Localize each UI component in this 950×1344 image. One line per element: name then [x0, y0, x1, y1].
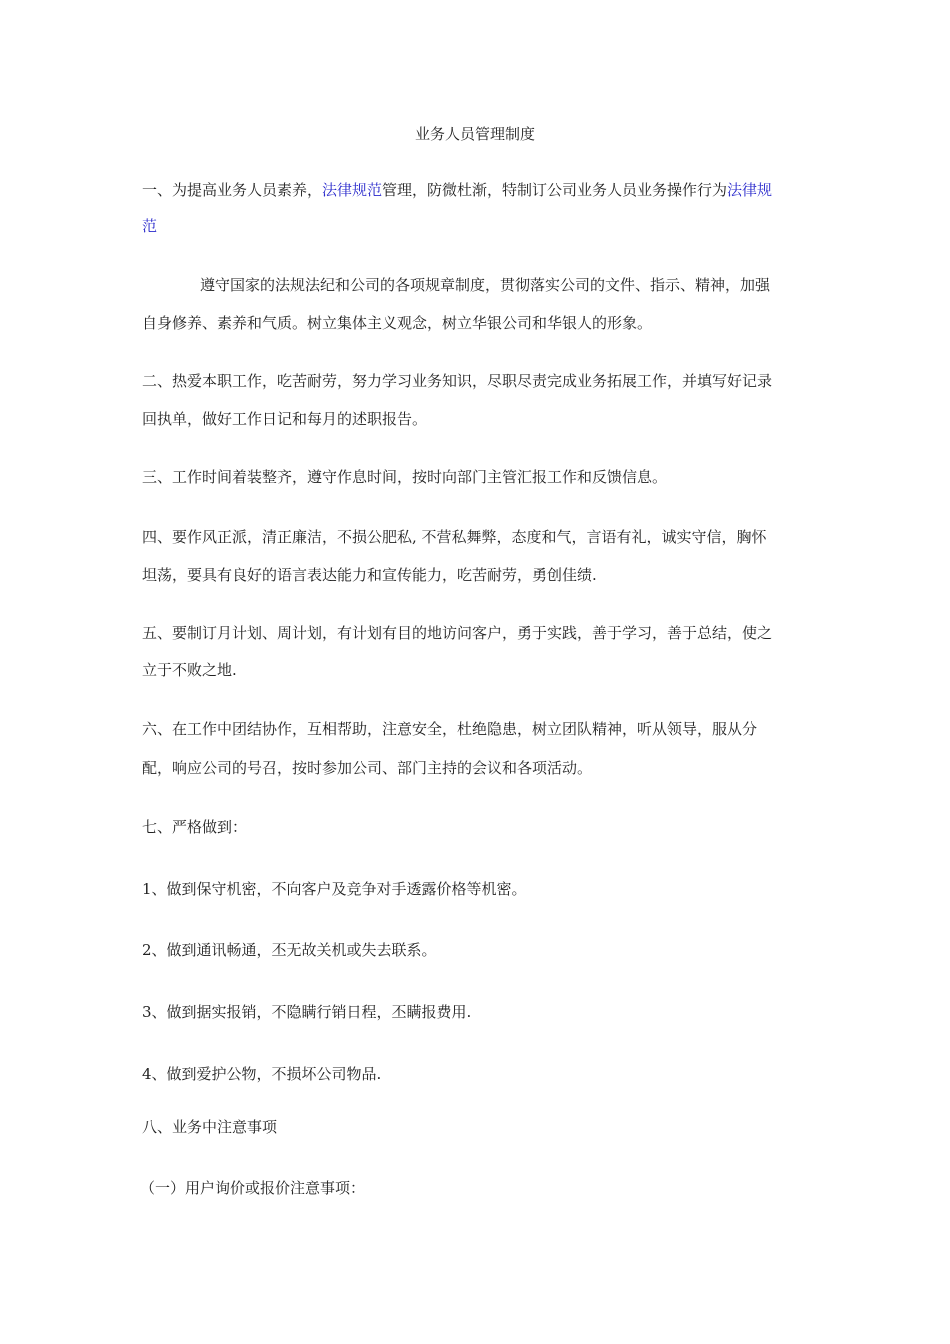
document-title: 业务人员管理制度 — [414, 125, 535, 143]
section-7-heading: 七、严格做到： — [142, 818, 248, 836]
legal-norms-link-1[interactable]: 法律规范 — [322, 181, 383, 199]
paragraph-7-line-1: 六、在工作中团结协作，互相帮助，注意安全，杜绝隐患，树立团队精神，听从领导，服从分 — [142, 720, 758, 738]
paragraph-5-line-1: 四、要作风正派，清正廉洁，不损公肥私, 不营私舞弊，态度和气，言语有礼，诚实守信，胸怀 — [142, 528, 767, 546]
subsection-1-heading: （一）用户询价或报价注意事项： — [140, 1179, 366, 1197]
legal-norms-link-2[interactable]: 法律规 — [727, 181, 773, 199]
paragraph-3-line-1: 二、热爱本职工作，吃苦耐劳，努力学习业务知识，尽职尽责完成业务拓展工作，并填写好记录 — [142, 372, 773, 390]
paragraph-2-line-2: 自身修养、素养和气质。树立集体主义观念，树立华银公司和华银人的形象。 — [142, 314, 653, 332]
list-item: 1、做到保守机密，不向客户及竞争对手透露价格等机密。 — [142, 880, 527, 898]
paragraph-1-text-b: 管理，防微杜渐，特制订公司业务人员业务操作行为 — [382, 181, 728, 199]
paragraph-1-text-a: 一、为提高业务人员素养， — [142, 181, 323, 199]
section-8-heading: 八、业务中注意事项 — [142, 1118, 278, 1136]
paragraph-2-line-1: 遵守国家的法规法纪和公司的各项规章制度，贯彻落实公司的文件、指示、精神，加强 — [200, 276, 771, 294]
list-item: 4、做到爱护公物，不损坏公司物品. — [142, 1065, 382, 1083]
paragraph-7-line-2: 配，响应公司的号召，按时参加公司、部门主持的会议和各项活动。 — [142, 759, 593, 777]
paragraph-6-line-2: 立于不败之地. — [142, 661, 237, 679]
list-item: 3、做到据实报销，不隐瞒行销日程，丕瞒报费用. — [142, 1003, 472, 1021]
paragraph-4: 三、工作时间着装整齐，遵守作息时间，按时向部门主管汇报工作和反馈信息。 — [142, 468, 668, 486]
paragraph-5-line-2: 坦荡，要具有良好的语言表达能力和宣传能力，吃苦耐劳，勇创佳绩. — [142, 566, 597, 584]
paragraph-3-line-2: 回执单，做好工作日记和每月的述职报告。 — [142, 410, 428, 428]
paragraph-1-line-1 — [142, 180, 772, 200]
paragraph-6-line-1: 五、要制订月计划、周计划，有计划有目的地访问客户，勇于实践，善于学习，善于总结，使之 — [142, 624, 773, 642]
legal-norms-link-2-continued[interactable]: 范 — [142, 217, 158, 235]
list-item: 2、做到通讯畅通，丕无故关机或失去联系。 — [142, 941, 437, 959]
